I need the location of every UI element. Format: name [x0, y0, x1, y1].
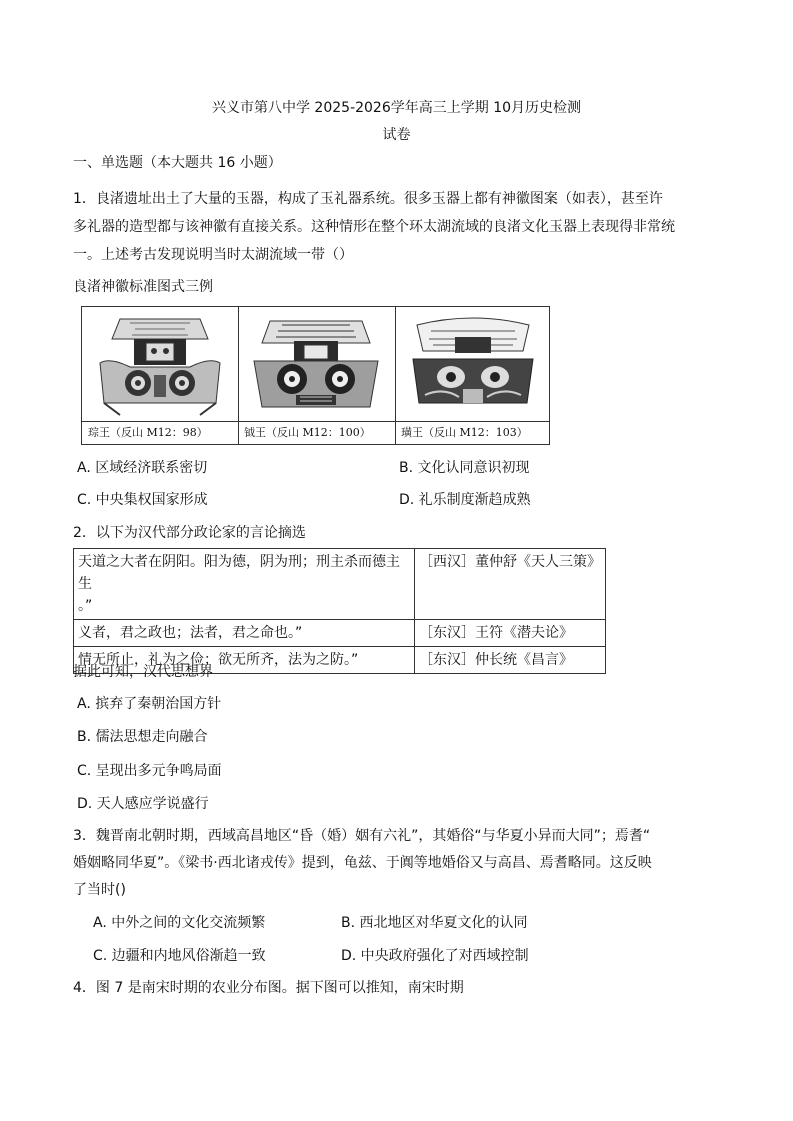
q1-option-d[interactable]: D. 礼乐制度渐趋成熟	[399, 492, 531, 508]
q3-stem-line3: 了当时()	[73, 882, 126, 898]
image-cell-1	[82, 307, 239, 444]
q2-option-b[interactable]: B. 儒法思想走向融合	[77, 729, 208, 745]
q3-stem-line2: 婚姻略同华夏”。《梁书·西北诸戎传》提到，龟兹、于阗等地婚俗又与高昌、焉耆略同。这反映	[73, 855, 652, 871]
caption-3: 璜王（反山 M12：103）	[401, 426, 528, 439]
q2-option-c[interactable]: C. 呈现出多元争鸣局面	[77, 763, 222, 779]
q3-option-d[interactable]: D. 中央政府强化了对西域控制	[341, 948, 529, 964]
q1-stem-line1: 1．良渚遗址出土了大量的玉器，构成了玉礼器系统。很多玉器上都有神徽图案（如表），甚至许	[73, 191, 663, 207]
shenhui-pattern-icon	[403, 311, 543, 417]
caption-2: 钺王（反山 M12：100）	[244, 426, 371, 439]
table-row	[74, 549, 606, 620]
q4-stem: 4．图 7 是南宋时期的农业分布图。据下图可以推知，南宋时期	[73, 980, 464, 996]
shenhui-pattern-icon	[246, 311, 386, 417]
source-cell: ［西汉］董仲舒《天人三策》	[415, 549, 606, 620]
q2-conclusion: 据此可知，汉代思想界	[73, 664, 213, 680]
exam-title-line2: 试卷	[382, 127, 411, 143]
q1-table-title: 良渚神徽标准图式三例	[73, 279, 213, 295]
q3-option-b[interactable]: B. 西北地区对华夏文化的认同	[341, 915, 528, 931]
quote-cell: 情无所止，礼为之俭；欲无所齐，法为之防。”	[74, 647, 415, 674]
q1-option-a[interactable]: A. 区域经济联系密切	[77, 460, 208, 476]
quote-cell	[74, 549, 415, 620]
exam-title: 兴义市第八中学 2025-2026学年高三上学期 10月历史检测	[211, 100, 582, 116]
q3-option-c[interactable]: C. 边疆和内地风俗渐趋一致	[93, 948, 266, 964]
quote-text: 天道之大者在阴阳。阳为德，阴为刑；刑主杀而德主生	[78, 554, 400, 592]
table-row	[74, 620, 606, 647]
q1-option-c[interactable]: C. 中央集权国家形成	[77, 492, 208, 508]
q2-stem: 2．以下为汉代部分政论家的言论摘选	[73, 525, 306, 541]
caption-1: 琮王（反山 M12：98）	[88, 426, 208, 439]
quote-cell: 义者，君之政也；法者，君之命也。”	[74, 620, 415, 647]
q1-stem-line3: 一。上述考古发现说明当时太湖流域一带（）	[73, 247, 353, 263]
q2-quote-table	[73, 548, 606, 674]
source-cell: ［东汉］仲长统《昌言》	[415, 647, 606, 674]
q2-option-d[interactable]: D. 天人感应学说盛行	[77, 796, 209, 812]
q2-option-a[interactable]: A. 摈弃了秦朝治国方针	[77, 696, 222, 712]
quote-text-cont: 。”	[78, 598, 93, 614]
section-heading: 一、单选题（本大题共 16 小题）	[73, 155, 282, 171]
shenhui-image-table	[81, 306, 550, 445]
source-cell: ［东汉］王符《潜夫论》	[415, 620, 606, 647]
image-cell-2	[238, 307, 396, 444]
shenhui-pattern-icon	[90, 311, 230, 417]
q3-option-a[interactable]: A. 中外之间的文化交流频繁	[93, 915, 266, 931]
q3-stem-line1: 3．魏晋南北朝时期，西域高昌地区“昏（婚）姻有六礼”，其婚俗“与华夏小异而大同”；焉耆“	[73, 828, 651, 844]
q1-option-b[interactable]: B. 文化认同意识初现	[399, 460, 530, 476]
q1-stem-line2: 多礼器的造型都与该神徽有直接关系。这种情形在整个环太湖流域的良渚文化玉器上表现得非常统	[73, 219, 675, 235]
image-cell-3	[395, 307, 549, 444]
